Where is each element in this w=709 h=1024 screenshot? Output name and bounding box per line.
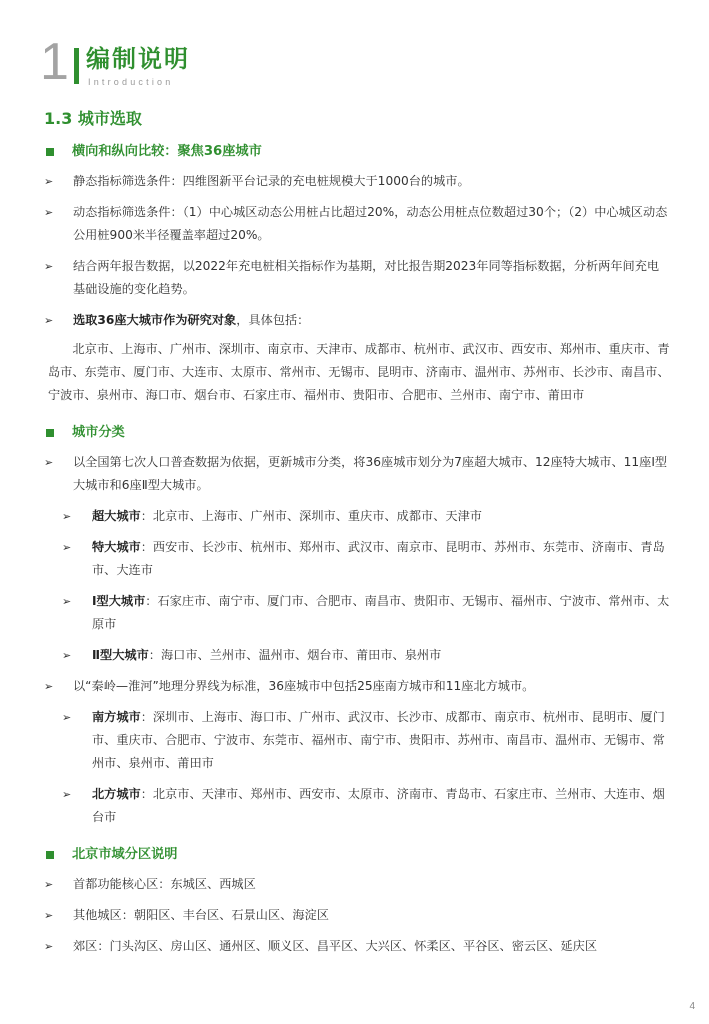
chapter-accent-bar	[74, 48, 79, 84]
arrow-bullet-icon: ➢	[44, 175, 54, 188]
arrow-bullet-icon: ➢	[62, 541, 72, 554]
list-item-text: 其他城区：朝阳区、丰台区、石景山区、海淀区	[73, 908, 329, 922]
category-cities: ：西安市、长沙市、杭州市、郑州市、武汉市、南京市、昆明市、苏州市、东莞市、济南市、青岛市、大连市	[92, 540, 665, 577]
category-cities: ：石家庄市、南宁市、厦门市、合肥市、南昌市、贵阳市、无锡市、福州市、宁波市、常州市、太原市	[92, 594, 670, 631]
arrow-bullet-icon: ➢	[62, 788, 72, 801]
subheading-text: 横向和纵向比较：聚焦36座城市	[72, 144, 262, 159]
arrow-bullet-icon: ➢	[62, 649, 72, 662]
category-label: Ⅰ型大城市	[92, 594, 146, 608]
category-item	[40, 505, 670, 528]
subheading-text: 北京市域分区说明	[72, 847, 178, 862]
document-body	[40, 138, 670, 966]
list-item-text: ，具体包括：	[236, 313, 310, 327]
chapter-subtitle: Introduction	[88, 77, 174, 87]
list-item	[40, 170, 670, 193]
square-bullet-icon	[46, 429, 54, 437]
subheading-comparison	[40, 140, 670, 164]
list-item	[40, 904, 670, 927]
page-number: 4	[689, 1001, 695, 1012]
chapter-title: 编制说明	[86, 45, 190, 73]
category-label: 特大城市	[92, 540, 141, 554]
arrow-bullet-icon: ➢	[44, 260, 54, 273]
list-item-text: 首都功能核心区：东城区、西城区	[73, 877, 256, 891]
region-item	[40, 783, 670, 829]
category-label: 超大城市	[92, 509, 141, 523]
arrow-bullet-icon: ➢	[44, 456, 54, 469]
list-item	[40, 255, 670, 301]
list-item-text: 结合两年报告数据，以2022年充电桩相关指标作为基期，对比报告期2023年同等指标数据，分析两年间充电基础设施的变化趋势。	[73, 259, 660, 296]
arrow-bullet-icon: ➢	[44, 680, 54, 693]
list-item	[40, 451, 670, 497]
arrow-bullet-icon: ➢	[44, 206, 54, 219]
bold-lead-text: 选取36座大城市作为研究对象	[73, 313, 237, 327]
square-bullet-icon	[46, 148, 54, 156]
arrow-bullet-icon: ➢	[44, 314, 54, 327]
arrow-bullet-icon: ➢	[44, 909, 54, 922]
region-cities: ：深圳市、上海市、海口市、广州市、武汉市、长沙市、成都市、南京市、杭州市、昆明市、厦门市、重庆市、合肥市、宁波市、东莞市、福州市、南宁市、贵阳市、苏州市、南昌市、温州市、无锡市、常州市、泉州市、莆田市	[92, 710, 665, 770]
arrow-bullet-icon: ➢	[62, 711, 72, 724]
list-item-text: 郊区：门头沟区、房山区、通州区、顺义区、昌平区、大兴区、怀柔区、平谷区、密云区、延庆区	[73, 939, 598, 953]
category-cities: ：北京市、上海市、广州市、深圳市、重庆市、成都市、天津市	[140, 509, 482, 523]
arrow-bullet-icon: ➢	[44, 940, 54, 953]
arrow-bullet-icon: ➢	[44, 878, 54, 891]
list-item	[40, 675, 670, 698]
list-item	[40, 935, 670, 958]
chapter-header	[40, 33, 340, 92]
arrow-bullet-icon: ➢	[62, 510, 72, 523]
region-label: 北方城市	[92, 787, 141, 801]
subheading-beijing-districts	[40, 843, 670, 867]
category-label: Ⅱ型大城市	[92, 648, 149, 662]
category-cities: ：海口市、兰州市、温州市、烟台市、莆田市、泉州市	[148, 648, 442, 662]
list-item	[40, 309, 670, 332]
list-item-text: 静态指标筛选条件：四维图新平台记录的充电桩规模大于1000台的城市。	[73, 174, 470, 188]
list-item	[40, 873, 670, 896]
region-label: 南方城市	[92, 710, 141, 724]
section-title: 1.3 城市选取	[44, 109, 142, 128]
list-item-text: 动态指标筛选条件：（1）中心城区动态公用桩占比超过20%，动态公用桩点位数超过30个；（2）中心城区动态公用桩900米半径覆盖率超过20%。	[73, 205, 668, 242]
list-item	[40, 201, 670, 247]
subheading-classification	[40, 421, 670, 445]
square-bullet-icon	[46, 851, 54, 859]
subheading-text: 城市分类	[72, 425, 125, 440]
list-item-text: 以全国第七次人口普查数据为依据，更新城市分类，将36座城市划分为7座超大城市、12座特大城市、11座Ⅰ型大城市和6座Ⅱ型大城市。	[73, 455, 668, 492]
region-item	[40, 706, 670, 775]
chapter-number: 1	[40, 33, 69, 91]
category-item	[40, 590, 670, 636]
city-list-paragraph: 北京市、上海市、广州市、深圳市、南京市、天津市、成都市、杭州市、武汉市、西安市、郑州市、重庆市、青岛市、东莞市、厦门市、大连市、太原市、常州市、无锡市、昆明市、济南市、温州市、苏州市、长沙市、南昌市、宁波市、泉州市、海口市、烟台市、石家庄市、福州市、贵阳市、合肥市、兰州市、南宁市、莆田市	[48, 342, 670, 402]
list-item-text: 以“秦岭—淮河”地理分界线为标准，36座城市中包括25座南方城市和11座北方城市。	[73, 679, 535, 693]
arrow-bullet-icon: ➢	[62, 595, 72, 608]
category-item	[40, 536, 670, 582]
region-cities: ：北京市、天津市、郑州市、西安市、太原市、济南市、青岛市、石家庄市、兰州市、大连市、烟台市	[92, 787, 665, 824]
category-item	[40, 644, 670, 667]
